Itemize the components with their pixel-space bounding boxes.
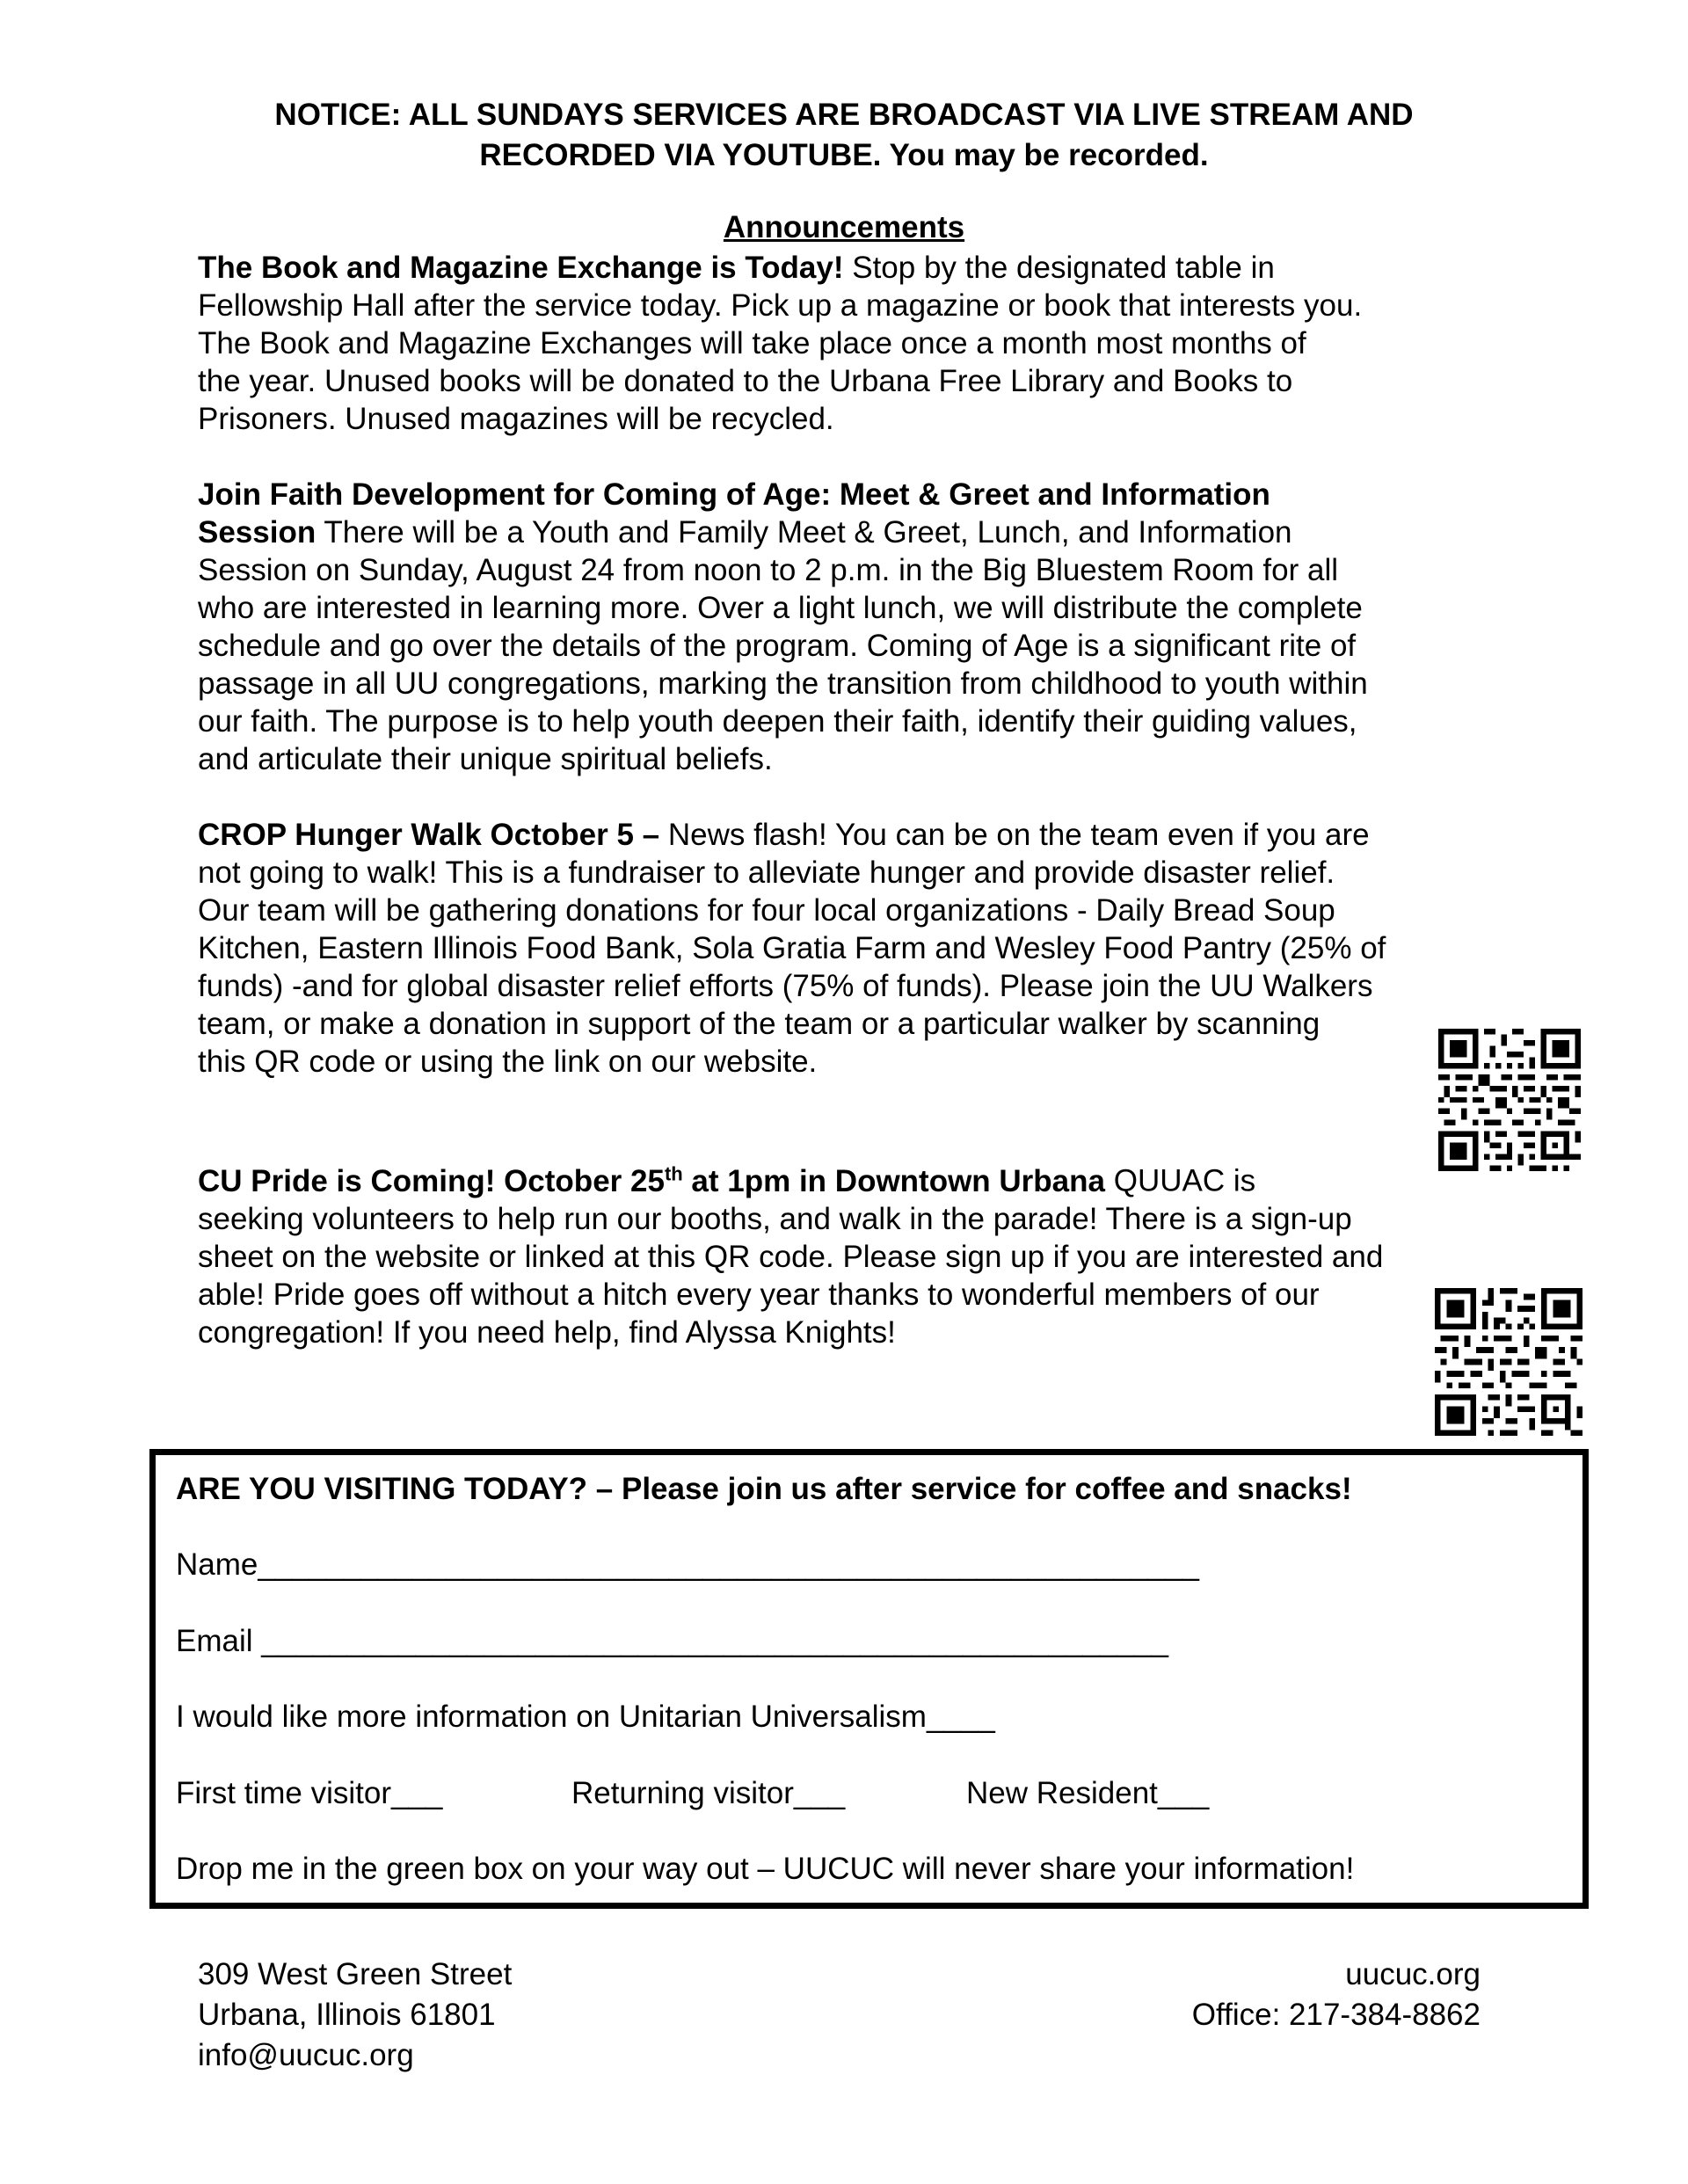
cu-pride-heading: CU Pride is Coming! October 25th at 1pm in Downtown Urbana (198, 1162, 1105, 1198)
website-link[interactable]: uucuc.org (1345, 1957, 1481, 1991)
more-info-field[interactable]: I would like more information on Unitarian Universalism____ (176, 1700, 995, 1734)
cu-pride-qr-code-icon[interactable] (1435, 1288, 1582, 1436)
contact-email-link[interactable]: info@uucuc.org (198, 2038, 414, 2072)
footer-contact (1192, 1955, 1481, 2035)
new-resident-field[interactable]: New Resident___ (966, 1776, 1210, 1810)
announcements-title: Announcements (723, 210, 965, 244)
footer-address (198, 1955, 512, 2076)
returning-visitor-field[interactable]: Returning visitor___ (571, 1776, 846, 1810)
crop-walk-heading: CROP Hunger Walk October 5 – (198, 818, 660, 852)
street-address: 309 West Green Street (198, 1957, 513, 1991)
notice-line-2: RECORDED VIA YOUTUBE. You may be recorded. (479, 138, 1209, 172)
cu-pride-announcement: CU Pride is Coming! October 25th at 1pm in Downtown Urbana QUUAC is seeking volunteers to help run our booths, and walk in the parade! There is a sign-up sheet on the website or linked at this QR code. Please sign up if you are interested and able! Pride goes off without a hitch every year thanks to wonderful members of our congregation! If you need help, find Alyssa Knights! (198, 1162, 1384, 1350)
book-exchange-announcement: The Book and Magazine Exchange is Today! Stop by the designated table in Fellowship Hall after the service today. Pick up a magazine or book that interests you. The Book and Magazine Exchanges will take place once a month most months of the year. Unused books will be donated to the Urbana Free Library and Books to Prisoners. Unused magazines will be recycled. (198, 251, 1363, 436)
visitor-form-heading: ARE YOU VISITING TODAY? – Please join us after service for coffee and snacks! (176, 1472, 1352, 1506)
email-field[interactable]: Email _____________________________________________________ (176, 1624, 1168, 1658)
visitor-form-box (149, 1449, 1589, 1909)
city-state-zip: Urbana, Illinois 61801 (198, 1998, 496, 2032)
crop-walk-qr-code-icon[interactable] (1438, 1029, 1581, 1171)
coming-of-age-heading: Join Faith Development for Coming of Age: Meet & Greet and Information (198, 477, 1270, 512)
office-phone: Office: 217-384-8862 (1191, 1998, 1481, 2032)
drop-box-note: Drop me in the green box on your way out – UUCUC will never share your information! (176, 1852, 1355, 1886)
name-field[interactable]: Name_______________________________________________________ (176, 1547, 1199, 1582)
notice-line-1: NOTICE: ALL SUNDAYS SERVICES ARE BROADCAST VIA LIVE STREAM AND (274, 98, 1414, 132)
crop-walk-announcement: CROP Hunger Walk October 5 – News flash! You can be on the team even if you are not going to walk! This is a fundraiser to alleviate hunger and provide disaster relief. Our team will be gathering donations for four local organizations - Daily Bread Soup Kitchen, Eastern Illinois Food Bank, Sola Gratia Farm and Wesley Food Pantry (25% of funds) -and for global disaster relief efforts (75% of funds). Please join the UU Walkers team, or make a donation in support of the team or a particular walker by scanning this QR code or using the link on our website. (198, 818, 1386, 1079)
coming-of-age-announcement: Join Faith Development for Coming of Age: Meet & Greet and Information Session There will be a Youth and Family Meet & Greet, Lunch, and Information Session on Sunday, August 24 from noon to 2 p.m. in the Big Bluestem Room for all who are interested in learning more. Over a light lunch, we will distribute the complete schedule and go over the details of the program. Coming of Age is a significant rite of passage in all UU congregations, marking the transition from childhood to youth within our faith. The purpose is to help youth deepen their faith, identify their guiding values, and articulate their unique spiritual beliefs. (198, 477, 1368, 776)
first-time-visitor-field[interactable]: First time visitor___ (176, 1776, 443, 1810)
broadcast-notice (176, 95, 1512, 176)
book-exchange-heading: The Book and Magazine Exchange is Today! (198, 251, 844, 285)
